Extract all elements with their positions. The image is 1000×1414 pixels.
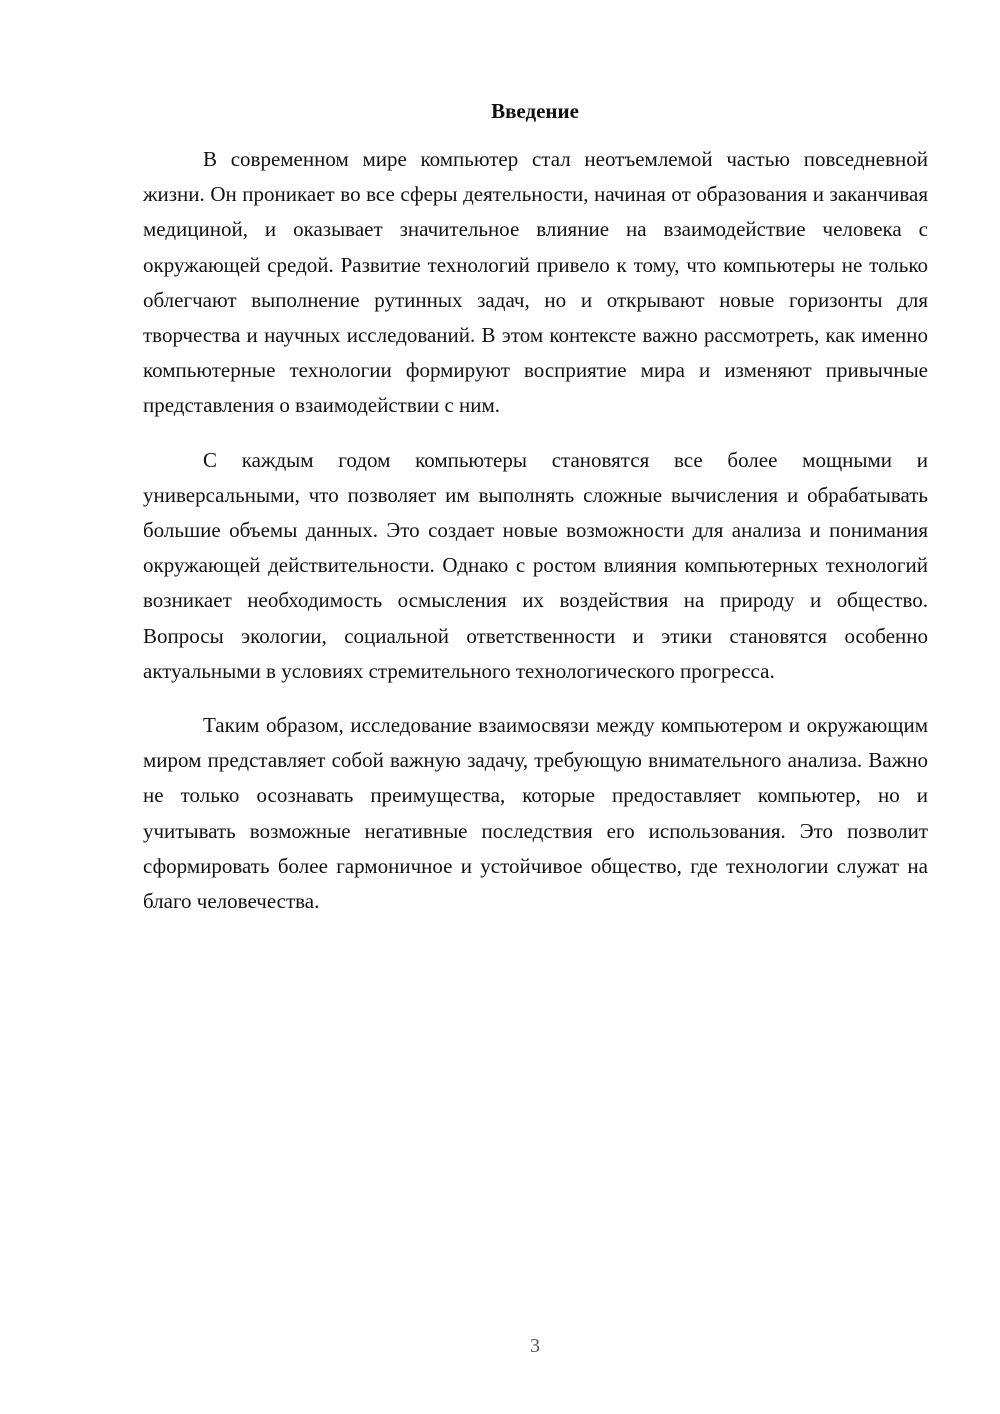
- body-text: [143, 142, 928, 919]
- paragraph-1: В современном мире компьютер стал неотъемлемой частью повседневной жизни. Он проникает во все сферы деятельности, начиная от образования и заканчивая медициной, и оказывает значительное влияние на взаимодействие человека с окружающей средой. Развитие технологий привело к тому, что компьютеры не только облегчают выполнение рутинных задач, но и открывают новые горизонты для творчества и научных исследований. В этом контексте важно рассмотреть, как именно компьютерные технологии формируют восприятие мира и изменяют привычные представления о взаимодействии с ним.: [143, 147, 928, 418]
- paragraph-3: Таким образом, исследование взаимосвязи между компьютером и окружающим миром представляет собой важную задачу, требующую внимательного анализа. Важно не только осознавать преимущества, которые предоставляет компьютер, но и учитывать возможные негативные последствия его использования. Это позволит сформировать более гармоничное и устойчивое общество, где технологии служат на благо человечества.: [143, 713, 928, 914]
- page-title: Введение: [491, 99, 579, 123]
- paragraph-2: С каждым годом компьютеры становятся все более мощными и универсальными, что позволяет им выполнять сложные вычисления и обрабатывать большие объемы данных. Это создает новые возможности для анализа и понимания окружающей действительности. Однако с ростом влияния компьютерных технологий возникает необходимость осмысления их воздействия на природу и общество. Вопросы экологии, социальной ответственности и этики становятся особенно актуальными в условиях стремительного технологического прогресса.: [143, 447, 928, 683]
- page-number: 3: [530, 1335, 540, 1357]
